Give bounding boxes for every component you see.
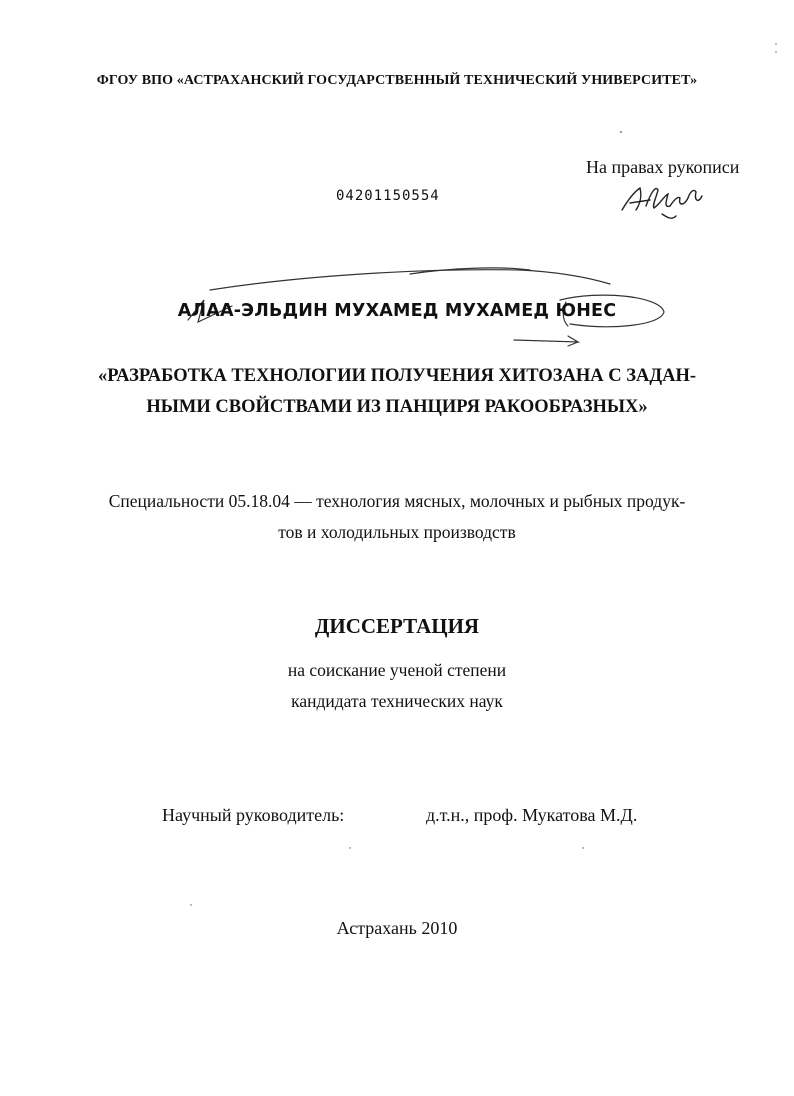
title-line-2: НЫМИ СВОЙСТВАМИ ИЗ ПАНЦИРЯ РАКООБРАЗНЫХ» xyxy=(146,397,648,417)
rights-notice: На правах рукописи xyxy=(586,157,740,177)
signature-scribble xyxy=(622,188,702,218)
supervisor-name: д.т.н., проф. Мукатова М.Д. xyxy=(426,805,638,825)
document-type: ДИССЕРТАЦИЯ xyxy=(314,614,480,638)
degree-line-1: на соискание ученой степени xyxy=(287,660,507,680)
specialty-line-2: тов и холодильных производств xyxy=(278,522,516,542)
specialty-line-1: Специальности 05.18.04 — технология мясных, молочных и рыбных продук- xyxy=(108,491,686,511)
place-year: Астрахань 2010 xyxy=(336,918,458,938)
title-line-1: «РАЗРАБОТКА ТЕХНОЛОГИИ ПОЛУЧЕНИЯ ХИТОЗАНА С ЗАДАН- xyxy=(97,366,696,386)
author-name: АЛАА-ЭЛЬДИН МУХАМЕД МУХАМЕД ЮНЕС xyxy=(177,301,617,321)
degree-line-2: кандидата технических наук xyxy=(291,691,503,711)
registration-code: 04201150554 xyxy=(336,188,440,204)
supervisor-label: Научный руководитель: xyxy=(162,805,345,825)
scan-specks xyxy=(190,43,776,905)
institution-header: ФГОУ ВПО «АСТРАХАНСКИЙ ГОСУДАРСТВЕННЫЙ ТЕХНИЧЕСКИЙ УНИВЕРСИТЕТ» xyxy=(96,73,698,88)
